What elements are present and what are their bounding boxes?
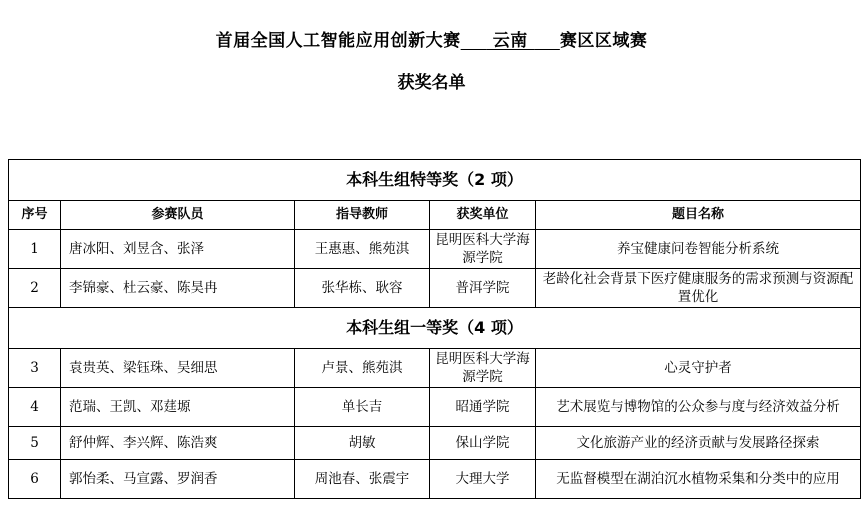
cell-no: 1 — [9, 230, 61, 269]
cell-no: 5 — [9, 427, 61, 460]
cell-advisor: 王惠惠、熊苑淇 — [295, 230, 430, 269]
table-header-row — [9, 201, 861, 230]
column-header-no: 序号 — [9, 201, 61, 230]
cell-no: 4 — [9, 388, 61, 427]
table-row — [9, 427, 861, 460]
table-row — [9, 349, 861, 388]
section-row-first — [9, 308, 861, 349]
cell-members: 唐冰阳、刘昱含、张泽 — [61, 230, 295, 269]
table-row — [9, 388, 861, 427]
cell-advisor: 卢景、熊苑淇 — [295, 349, 430, 388]
cell-topic: 文化旅游产业的经济贡献与发展路径探索 — [536, 427, 861, 460]
cell-unit: 昆明医科大学海源学院 — [430, 349, 536, 388]
cell-topic: 艺术展览与博物馆的公众参与度与经济效益分析 — [536, 388, 861, 427]
cell-topic: 无监督模型在湖泊沉水植物采集和分类中的应用 — [536, 460, 861, 499]
cell-unit: 昭通学院 — [430, 388, 536, 427]
cell-advisor: 胡敏 — [295, 427, 430, 460]
cell-members: 袁贵英、梁钰珠、吴细思 — [61, 349, 295, 388]
title-suffix: 赛区区域赛 — [559, 31, 648, 51]
cell-members: 郭怡柔、马宣露、罗润香 — [61, 460, 295, 499]
column-header-topic: 题目名称 — [536, 201, 861, 230]
cell-topic: 养宝健康问卷智能分析系统 — [536, 230, 861, 269]
awards-table — [8, 159, 861, 499]
table-row — [9, 269, 861, 308]
cell-members: 舒仲辉、李兴辉、陈浩爽 — [61, 427, 295, 460]
cell-unit: 普洱学院 — [430, 269, 536, 308]
cell-topic: 心灵守护者 — [536, 349, 861, 388]
cell-unit: 大理大学 — [430, 460, 536, 499]
cell-unit: 昆明医科大学海源学院 — [430, 230, 536, 269]
title-prefix: 首届全国人工智能应用创新大赛 — [215, 31, 461, 51]
cell-unit: 保山学院 — [430, 427, 536, 460]
cell-topic: 老龄化社会背景下医疗健康服务的需求预测与资源配置优化 — [536, 269, 861, 308]
table-row — [9, 230, 861, 269]
cell-advisor: 张华栋、耿容 — [295, 269, 430, 308]
column-header-members: 参赛队员 — [61, 201, 295, 230]
cell-no: 6 — [9, 460, 61, 499]
title-region-text: 云南 — [486, 31, 535, 51]
document-title — [0, 26, 863, 51]
title-region — [461, 26, 560, 51]
cell-members: 李锦豪、杜云豪、陈昊冉 — [61, 269, 295, 308]
section-heading: 本科生组一等奖（4 项） — [9, 308, 861, 349]
column-header-advisor: 指导教师 — [295, 201, 430, 230]
table-row — [9, 460, 861, 499]
cell-advisor: 单长吉 — [295, 388, 430, 427]
section-row-special — [9, 160, 861, 201]
column-header-unit: 获奖单位 — [430, 201, 536, 230]
section-heading: 本科生组特等奖（2 项） — [9, 160, 861, 201]
cell-members: 范瑞、王凯、邓莛塬 — [61, 388, 295, 427]
document-subtitle: 获奖名单 — [397, 73, 466, 93]
cell-no: 2 — [9, 269, 61, 308]
cell-no: 3 — [9, 349, 61, 388]
cell-advisor: 周池春、张震宇 — [295, 460, 430, 499]
